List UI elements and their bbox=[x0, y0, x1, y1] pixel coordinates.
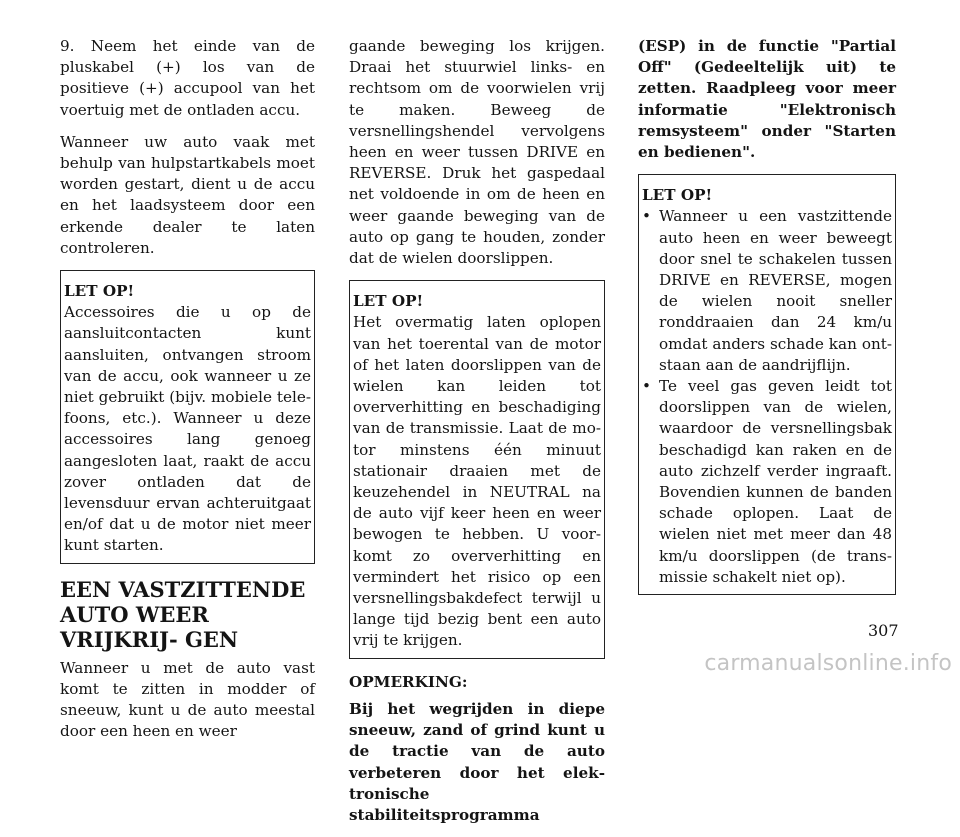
caution-body: Het overmatig laten oplopen van het toerental van de motor of het laten doorslippen van de wielen kan leiden tot oververhitting en beschadiging van de transmissie. Laat de motor minstens één minuut stationair draaien met de keuzehendel in NEUTRAL na de auto vijf keer heen en weer bewogen te hebben. U voorkomt zo oververhitting en vermindert het risico op een versnellingsbakdefect terwijl u lange tijd bezig bent een auto vrij te krijgen. bbox=[353, 313, 601, 650]
esp-paragraph: (ESP) in de functie "Partial Off" (Gedeeltelijk uit) te zetten. Raadpleeg voor meer informatie "Elektronisch remsysteem" onder "Starten en bedienen". bbox=[638, 37, 896, 162]
caution-item-text: Te veel gas geven leidt tot doorslippen van de wielen, waardoor de versnellingsbak beschadigd kan raken en de auto zichzelf verder ingraaft. Bovendien kunnen de banden schade oplopen. Laat de wielen niet met meer dan 48 km/u doorslippen (de transmissie schakelt niet op). bbox=[659, 377, 892, 586]
caution-list-item bbox=[642, 376, 892, 588]
caution-title: LET OP! bbox=[64, 282, 135, 301]
caution-body: Accessoires die u op de aansluitcontacten kunt aansluiten, ontvangen stroom van de accu, ook wanneer u ze niet gebruikt (bijv. mobiele telefoons, etc.). Wanneer u deze accessoires lang genoeg aangesloten laat, raakt de accu zover ontladen dat de levensduur ervan achteruitgaat en/of dat u de motor niet meer kunt starten. bbox=[64, 303, 311, 555]
page-number: 307 bbox=[868, 621, 899, 640]
caution-title: LET OP! bbox=[353, 292, 424, 311]
section-heading: EEN VASTZITTENDE AUTO WEER VRIJKRIJ- GEN bbox=[60, 576, 306, 652]
column-left bbox=[60, 36, 315, 753]
caution-item-text: Wanneer u een vastzittende auto heen en weer beweegt door snel te schakelen tussen DRIVE en REVERSE, mogen de wielen nooit sneller ronddraaien dan 24 km/u omdat anders schade kan ontstaan aan de aandrijflijn. bbox=[659, 207, 892, 374]
bullet-icon: • bbox=[642, 207, 651, 226]
caution-box-accessories bbox=[60, 270, 315, 564]
step-9-paragraph: 9. Neem het einde van de pluskabel (+) los van de positieve (+) accupool van het voertuig met de ontladen accu. bbox=[60, 37, 315, 119]
note-label: OPMERKING: bbox=[349, 672, 468, 691]
jumpstart-advice-paragraph: Wanneer uw auto vaak met behulp van hulpstartkabels moet worden gestart, dient u de accu en het laadsysteem door een erkende dealer te laten controleren. bbox=[60, 132, 315, 257]
caution-title: LET OP! bbox=[642, 186, 713, 205]
caution-box-overheating bbox=[349, 280, 605, 658]
caution-list bbox=[642, 206, 892, 588]
stuck-vehicle-paragraph: Wanneer u met de auto vast komt te zitten in modder of sneeuw, kunt u de auto meestal door een heen en weer bbox=[60, 658, 315, 741]
caution-list-item bbox=[642, 206, 892, 376]
caution-box-wheelspin bbox=[638, 174, 896, 595]
bullet-icon: • bbox=[642, 377, 651, 396]
note-body: Bij het wegrijden in diepe sneeuw, zand of grind kunt u de tractie van de auto verbeteren door het elektronische stabiliteitsprogramma bbox=[349, 699, 605, 824]
rocking-procedure-paragraph: gaande beweging los krijgen. Draai het stuurwiel links- en rechtsom om de voorwielen vrij te maken. Beweeg de versnellingshendel vervolgens heen en weer tussen DRIVE en REVERSE. Druk het gaspedaal net voldoende in om de heen en weer gaande beweging van de auto op gang te houden, zonder dat de wielen doorslippen. bbox=[349, 37, 605, 268]
column-right bbox=[638, 36, 896, 608]
watermark-link[interactable]: carmanualsonline.info bbox=[704, 651, 952, 676]
column-middle bbox=[349, 36, 605, 837]
